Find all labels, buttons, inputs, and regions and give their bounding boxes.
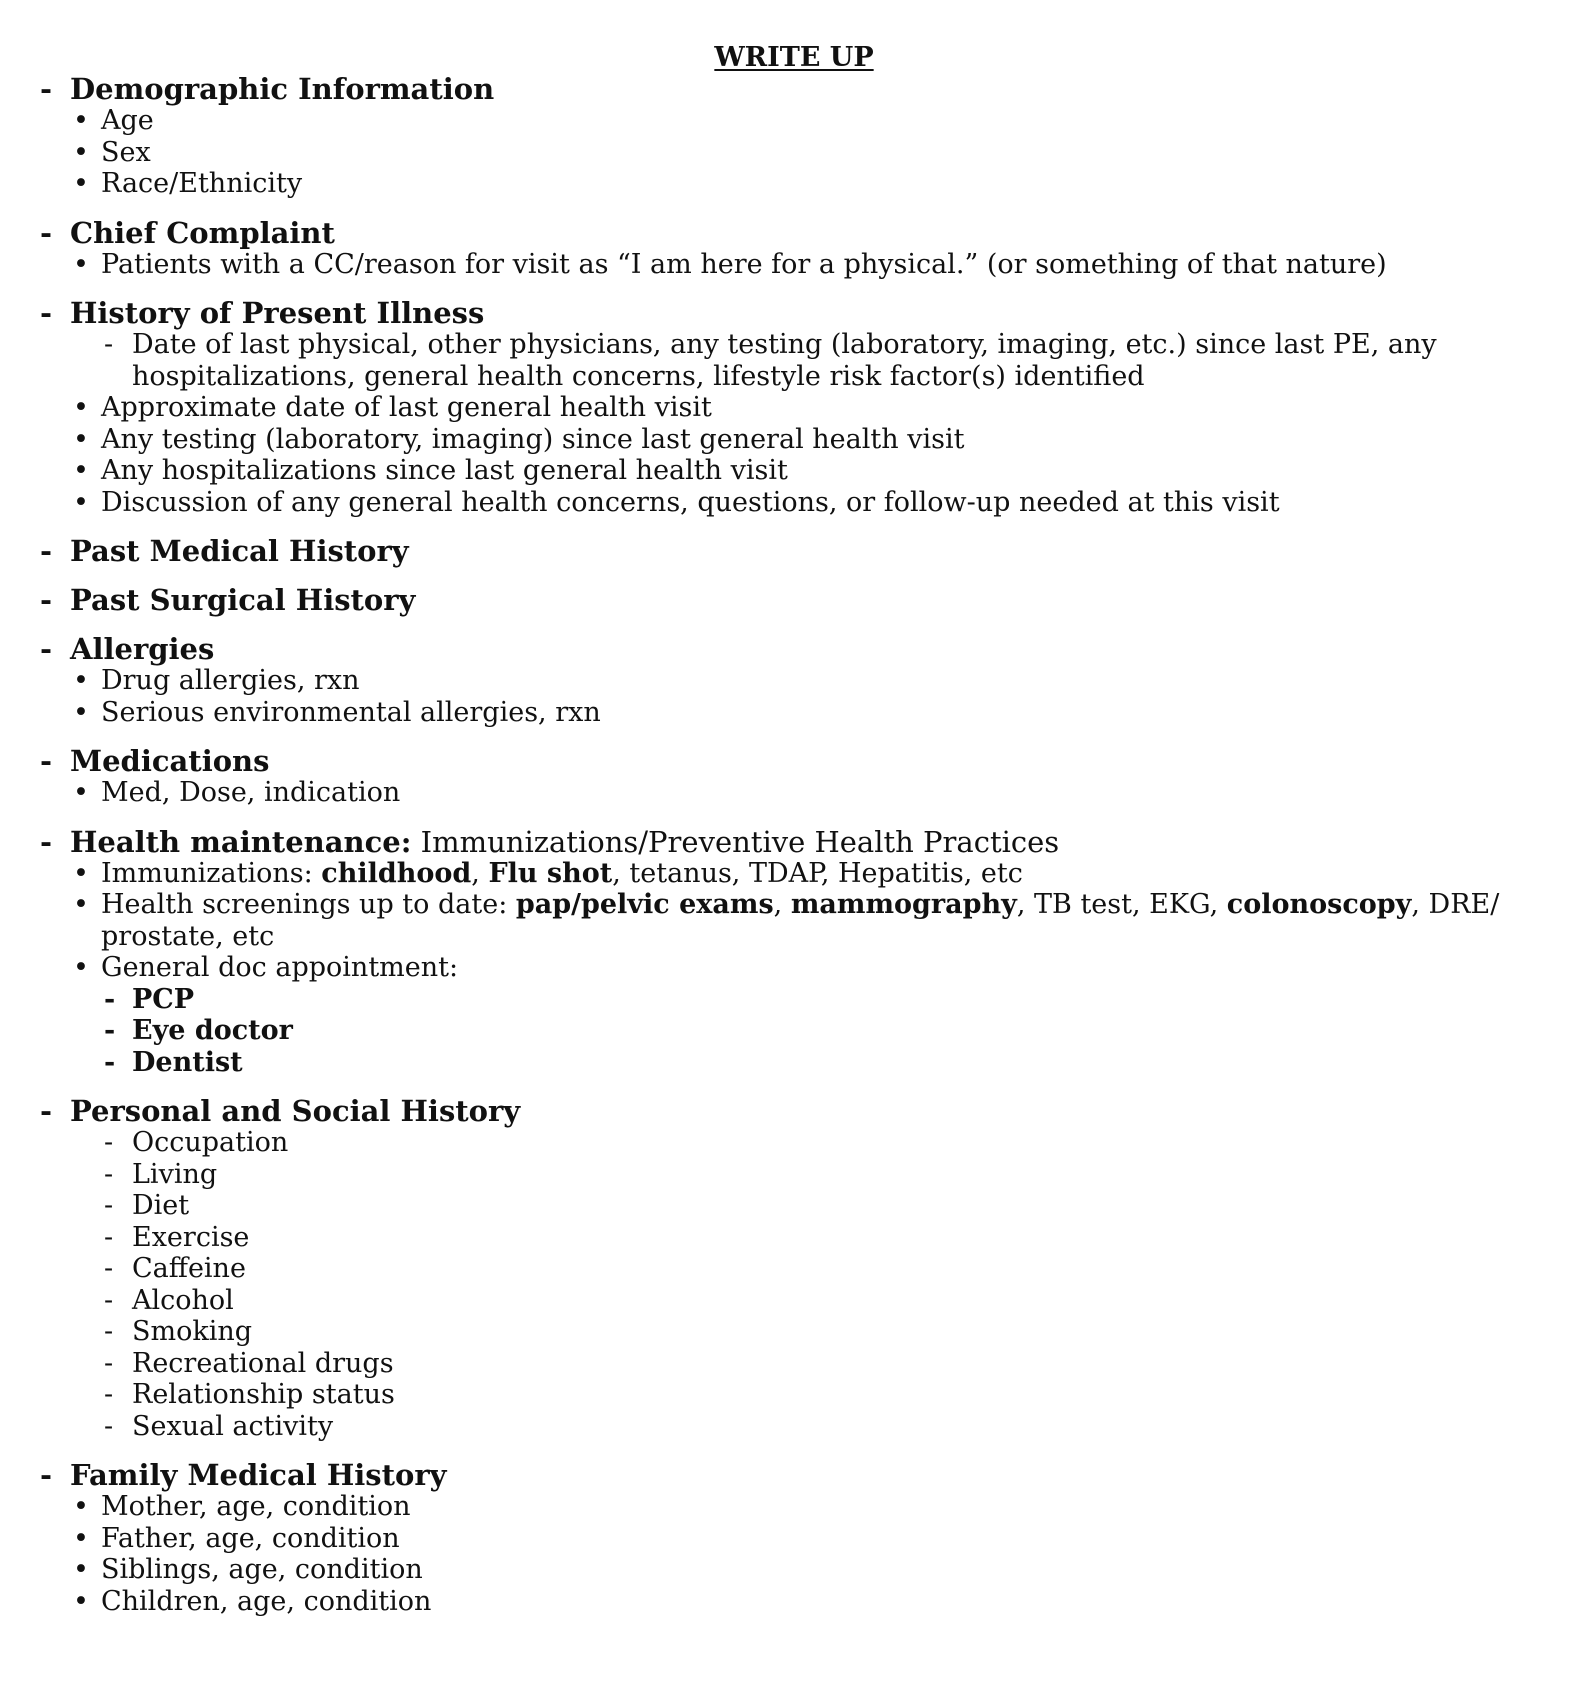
dash-icon: - [104,1410,114,1442]
sub-item: - Caffeine [104,1253,246,1284]
list-item: • Med, Dose, indication [73,777,401,808]
bullet-icon: • [73,665,89,696]
sub-item: - Relationship status [104,1379,395,1410]
section-allergies [0,633,1588,728]
bullet-icon: • [73,105,89,136]
dash-icon: - [104,329,114,360]
dash-icon: - [104,1284,114,1316]
sub-item: - Smoking [104,1316,253,1347]
section-hpi [0,297,1588,518]
list-item: • Patients with a CC/reason for visit as “I am here for a physical.” (or something of that nature) [73,248,1387,280]
list-item-immunizations: • Immunizations: childhood, Flu shot, tetanus, TDAP, Hepatitis, etc [73,857,1023,889]
bullet-icon: • [73,392,89,423]
section-heading: - Chief Complaint [40,215,335,250]
bullet-icon: • [73,423,89,455]
sub-item: - Sexual activity [104,1410,334,1442]
list-item: • Sex [73,136,151,168]
list-item: • Any hospitalizations since last general health visit [73,455,788,486]
list-item: • Approximate date of last general health visit [73,392,712,423]
dash-icon: - [104,1379,114,1410]
sub-item: - Recreational drugs [104,1347,394,1379]
document-body [0,73,1588,1634]
bullet-icon: • [73,952,89,983]
sub-item: - Exercise [104,1221,250,1253]
section-health-maintenance [0,826,1588,1079]
dash-icon: - [104,983,116,1015]
dash-icon: - [104,1127,114,1158]
section-heading: - Medications [40,744,270,778]
bullet-icon: • [73,136,89,168]
bullet-icon: • [73,1554,89,1585]
sub-item: - Diet [104,1190,190,1221]
dash-icon: - [104,1253,114,1284]
section-pmh [0,535,1588,567]
bullet-icon: • [73,696,89,728]
list-item: • Siblings, age, condition [73,1554,423,1585]
sub-item: - Date of last physical, other physicians, any testing (laboratory, imaging, etc.) since last PE, any hospitalizations, general health concerns, lifestyle risk factor(s) identified [104,329,1437,392]
list-item: • Serious environmental allergies, rxn [73,696,601,728]
section-heading: - Family Medical History [40,1458,447,1492]
sub-item: - Eye doctor [104,1015,293,1046]
sub-item: - Dentist [104,1046,243,1078]
section-heading: - Allergies [40,632,215,666]
bullet-icon: • [73,168,89,199]
dash-icon: - [104,1015,116,1046]
sub-item: - Alcohol [104,1284,234,1316]
dash-icon: - [104,1347,114,1379]
dash-icon: - [104,1221,114,1253]
section-heading: - History of Present Illness [40,296,485,330]
section-medications [0,745,1588,809]
list-item-screenings: • Health screenings up to date: pap/pelvic exams, mammography, TB test, EKG, colonoscopy, DRE/ prostate, etc [73,889,1500,952]
bullet-icon: • [73,777,89,808]
list-item: • Age [73,105,154,136]
section-demographic [0,73,1588,200]
bullet-icon: • [73,857,89,889]
list-item: • Father, age, condition [73,1522,400,1554]
sub-item: - Living [104,1158,218,1190]
dash-icon: - [104,1316,114,1347]
section-heading: - Past Surgical History [40,583,416,617]
page-title: WRITE UP [714,42,874,73]
section-chief-complaint [0,217,1588,281]
dash-icon: - [104,1190,114,1221]
section-heading: - Demographic Information [40,72,495,106]
dash-icon: - [104,1158,114,1190]
list-item: • Children, age, condition [73,1585,432,1617]
section-heading: - Health maintenance: Immunizations/Preventive Health Practices [40,824,1060,859]
list-item: • Discussion of any general health concerns, questions, or follow-up needed at this visit [73,486,1280,518]
list-item: • Drug allergies, rxn [73,665,360,696]
sub-item: - PCP [104,983,195,1015]
section-psh [0,584,1588,616]
sub-item: - Occupation [104,1127,289,1158]
bullet-icon: • [73,1522,89,1554]
list-item: • Mother, age, condition [73,1491,411,1522]
section-heading: - Personal and Social History [40,1094,521,1128]
dash-icon: - [104,1046,116,1078]
bullet-icon: • [73,248,89,280]
section-heading: - Past Medical History [40,534,409,568]
list-item: • Any testing (laboratory, imaging) since last general health visit [73,423,965,455]
list-item: • Race/Ethnicity [73,168,303,199]
bullet-icon: • [73,889,89,920]
bullet-icon: • [73,486,89,518]
section-family [0,1459,1588,1617]
section-social [0,1095,1588,1442]
bullet-icon: • [73,455,89,486]
list-item-appointment: • General doc appointment: [73,952,459,983]
bullet-icon: • [73,1585,89,1617]
bullet-icon: • [73,1491,89,1522]
